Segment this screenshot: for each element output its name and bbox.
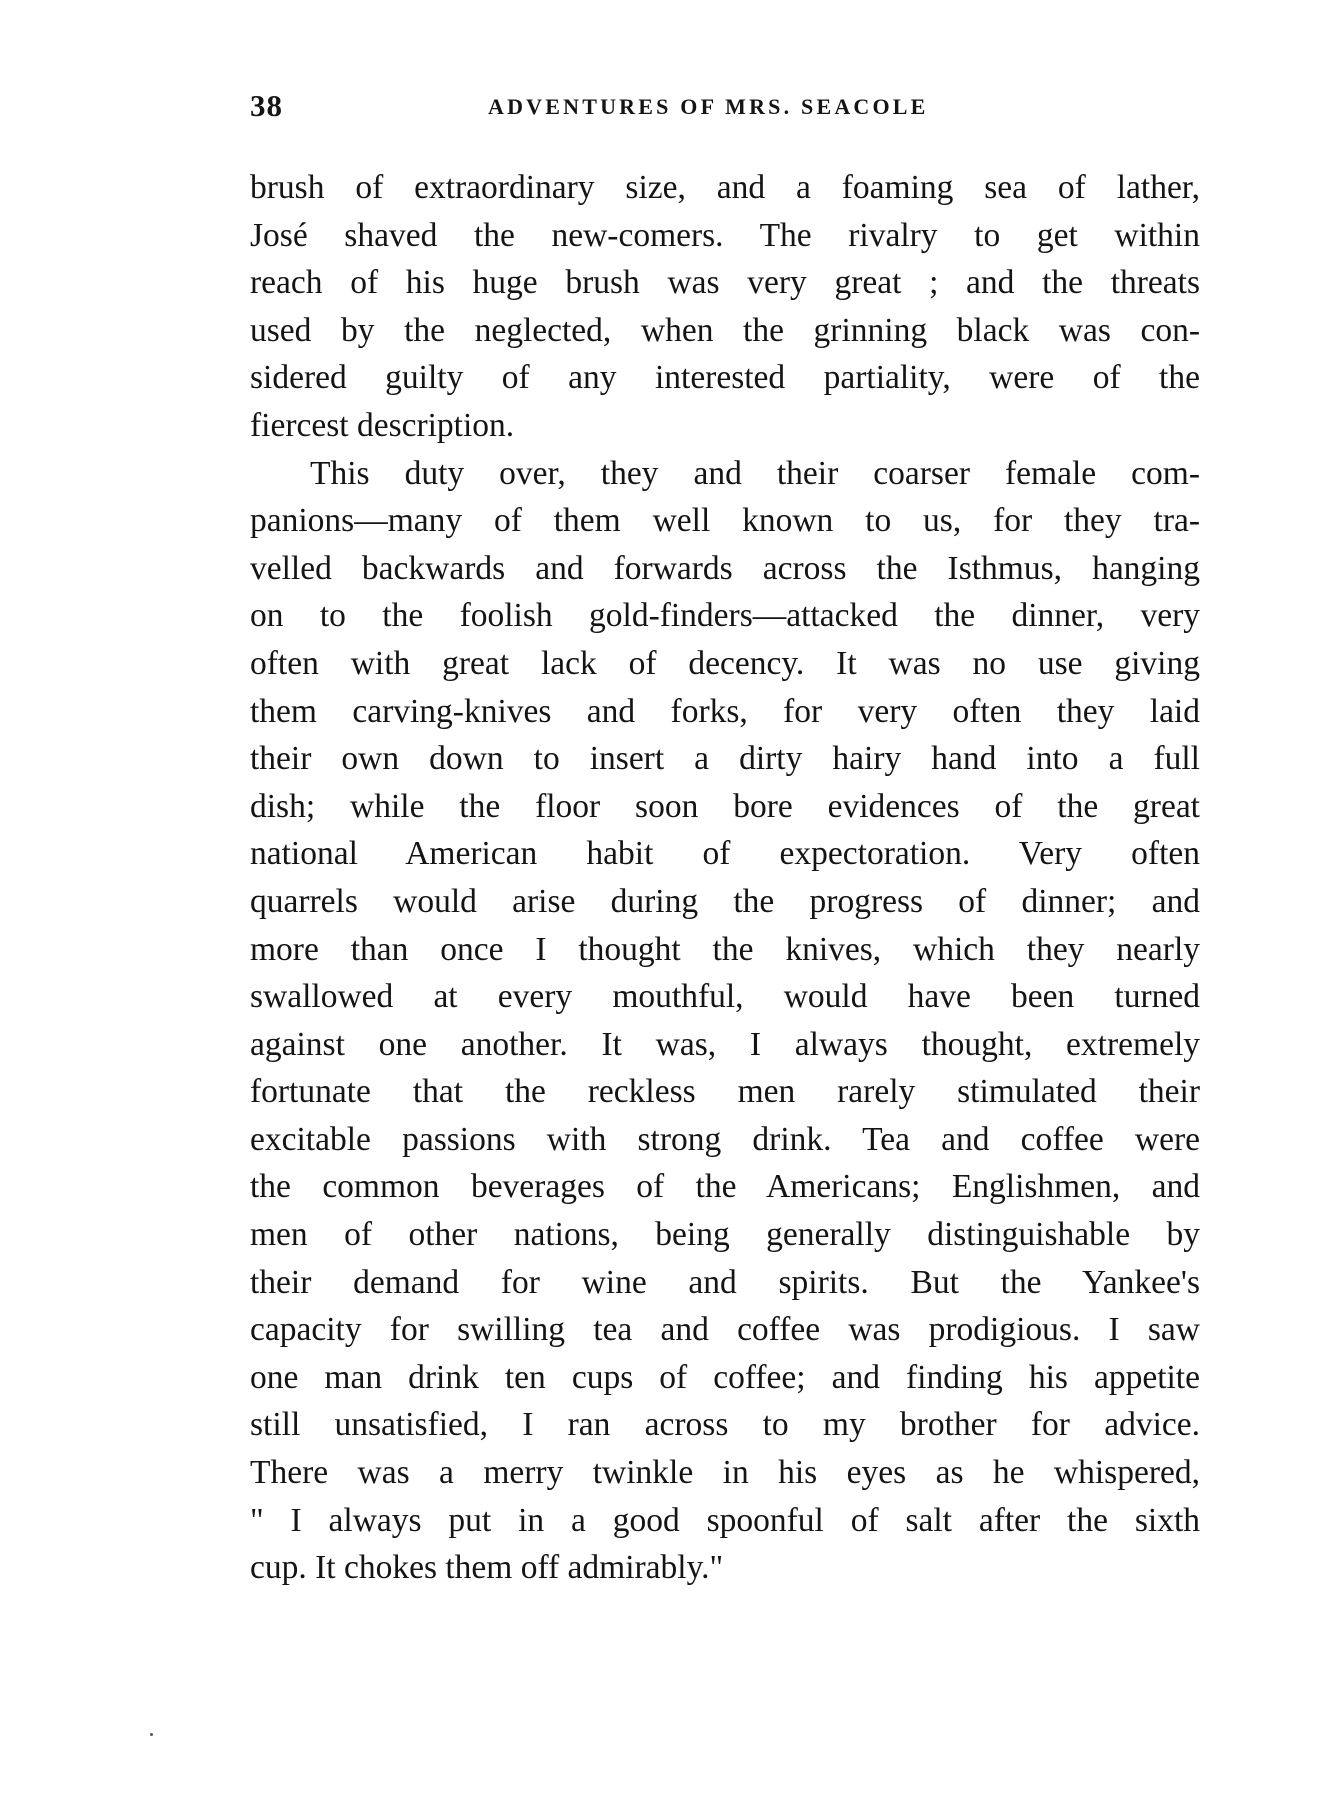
scan-speck: [150, 1733, 153, 1736]
text-line: dish; while the floor soon bore evidences of the great: [250, 787, 1200, 825]
text-line: swallowed at every mouthful, would have been turned: [250, 978, 1200, 1016]
text-line: one man drink ten cups of coffee; and finding his appetite: [250, 1358, 1200, 1396]
text-line: reach of his huge brush was very great ; and the threats: [250, 264, 1200, 302]
text-line: There was a merry twinkle in his eyes as he whispered,: [250, 1454, 1200, 1492]
text-line: often with great lack of decency. It was no use giving: [250, 644, 1200, 682]
text-line: national American habit of expectoration. Very often: [250, 835, 1200, 873]
text-line: capacity for swilling tea and coffee was prodigious. I saw: [250, 1311, 1200, 1349]
text-line: still unsatisfied, I ran across to my brother for advice.: [250, 1406, 1200, 1444]
text-line: sidered guilty of any interested partiality, were of the: [250, 359, 1200, 397]
text-line: used by the neglected, when the grinning black was con-: [250, 311, 1200, 349]
text-line: velled backwards and forwards across the Isthmus, hanging: [250, 549, 1200, 587]
text-line: excitable passions with strong drink. Tea and coffee were: [250, 1120, 1200, 1158]
text-line: their demand for wine and spirits. But the Yankee's: [250, 1263, 1200, 1301]
page-number: 38: [250, 88, 283, 123]
text-line: fortunate that the reckless men rarely stimulated their: [250, 1073, 1200, 1111]
text-line: José shaved the new-comers. The rivalry to get within: [250, 216, 1200, 254]
running-title: ADVENTURES OF MRS. SEACOLE: [488, 94, 929, 119]
text-line: them carving-knives and forks, for very often they laid: [250, 692, 1200, 730]
text-line: fiercest description.: [250, 406, 515, 444]
text-line: panions—many of them well known to us, for they tra-: [250, 502, 1200, 540]
text-line: quarrels would arise during the progress of dinner; and: [250, 882, 1200, 920]
text-line: men of other nations, being generally distinguishable by: [250, 1216, 1200, 1254]
text-line: more than once I thought the knives, which they nearly: [250, 930, 1200, 968]
text-line: This duty over, they and their coarser female com-: [310, 454, 1200, 492]
text-line: their own down to insert a dirty hairy hand into a full: [250, 740, 1200, 778]
text-line: brush of extraordinary size, and a foaming sea of lather,: [250, 169, 1200, 206]
text-line: " I always put in a good spoonful of salt after the sixth: [250, 1501, 1200, 1539]
page-header: [250, 88, 1200, 132]
body-text: [250, 164, 1200, 1592]
text-line: on to the foolish gold-finders—attacked the dinner, very: [250, 597, 1200, 635]
text-line: cup. It chokes them off admirably.": [250, 1549, 724, 1587]
text-line: the common beverages of the Americans; Englishmen, and: [250, 1168, 1200, 1206]
text-line: against one another. It was, I always thought, extremely: [250, 1025, 1200, 1063]
